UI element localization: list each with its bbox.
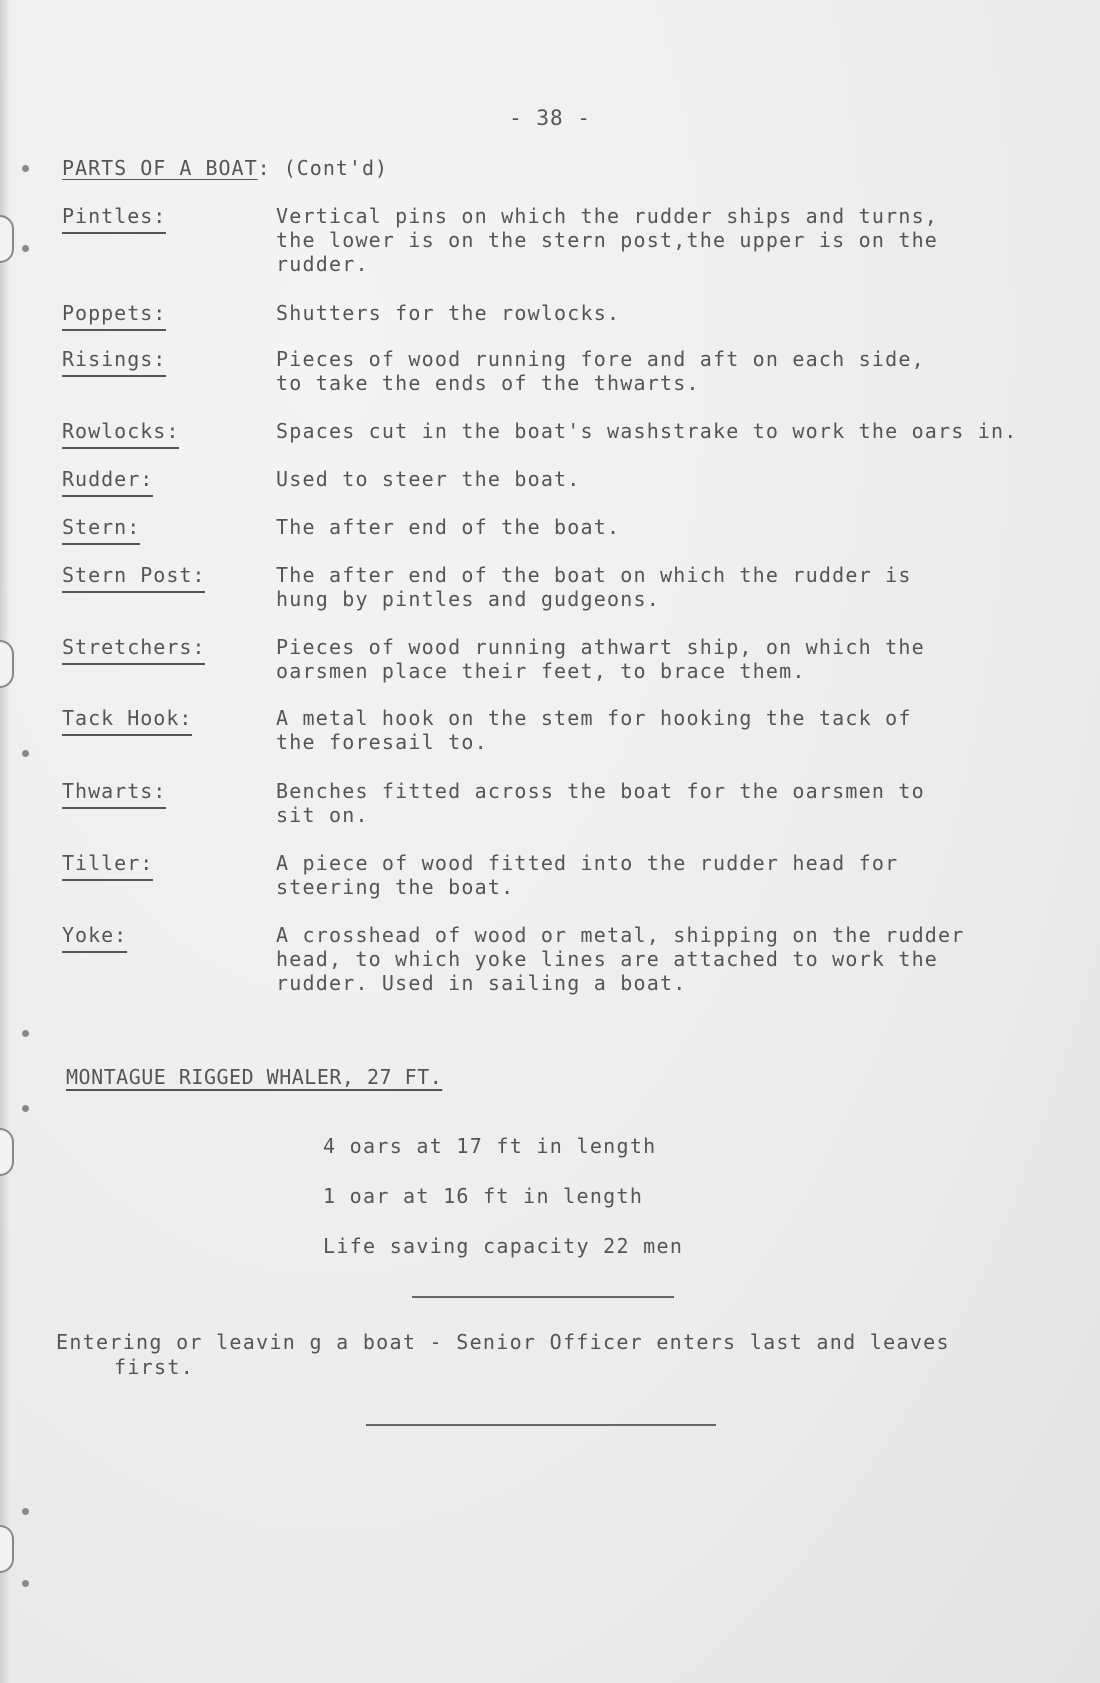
term-label: Tiller: <box>62 851 153 881</box>
divider-line <box>412 1296 674 1298</box>
term-definition: Spaces cut in the boat's washstrake to work the oars in. <box>276 419 1018 443</box>
term-label: Rudder: <box>62 467 153 497</box>
punch-hole <box>0 1525 14 1573</box>
divider-line <box>366 1424 716 1426</box>
term-label: Stern: <box>62 515 140 545</box>
whaler-heading: MONTAGUE RIGGED WHALER, 27 FT. <box>66 1065 443 1089</box>
section-title-suffix: : (Cont'd) <box>257 156 389 180</box>
term-label: Rowlocks: <box>62 419 179 449</box>
term-label: Yoke: <box>62 923 127 953</box>
term-definition: A piece of wood fitted into the rudder head for steering the boat. <box>276 851 899 899</box>
whaler-spec: 4 oars at 17 ft in length <box>323 1134 657 1158</box>
term-definition: Shutters for the rowlocks. <box>276 301 621 325</box>
whaler-spec: Life saving capacity 22 men <box>323 1234 684 1258</box>
term-definition: The after end of the boat. <box>276 515 621 539</box>
punch-hole <box>0 1128 14 1176</box>
note-line-2: first. <box>114 1355 195 1379</box>
note-line-1: Entering or leavin g a boat - Senior Officer enters last and leaves <box>56 1330 950 1354</box>
binder-dot <box>22 165 29 172</box>
section-title <box>62 156 388 180</box>
term-definition: Pieces of wood running athwart ship, on which the oarsmen place their feet, to brace them. <box>276 635 925 683</box>
term-definition: Used to steer the boat. <box>276 467 581 491</box>
term-definition: The after end of the boat on which the rudder is hung by pintles and gudgeons. <box>276 563 912 611</box>
section-title-main: PARTS OF A BOAT <box>62 156 258 180</box>
term-definition: Pieces of wood running fore and aft on each side, to take the ends of the thwarts. <box>276 347 925 395</box>
binder-dot <box>22 750 29 757</box>
binder-dot <box>22 1030 29 1037</box>
binder-dot <box>22 1105 29 1112</box>
term-definition: Vertical pins on which the rudder ships and turns, the lower is on the stern post,the upper is on the rudder. <box>276 204 939 276</box>
binder-dot <box>22 1508 29 1515</box>
term-definition: Benches fitted across the boat for the oarsmen to sit on. <box>276 779 925 827</box>
term-label: Tack Hook: <box>62 706 192 736</box>
term-label: Stern Post: <box>62 563 205 593</box>
term-definition: A metal hook on the stem for hooking the tack of the foresail to. <box>276 706 912 754</box>
binder-dot <box>22 245 29 252</box>
term-label: Poppets: <box>62 301 166 331</box>
term-label: Risings: <box>62 347 166 377</box>
term-label: Stretchers: <box>62 635 205 665</box>
binder-dot <box>22 1580 29 1587</box>
whaler-spec: 1 oar at 16 ft in length <box>323 1184 644 1208</box>
term-label: Pintles: <box>62 204 166 234</box>
page-number: - 38 - <box>509 106 591 130</box>
term-definition: A crosshead of wood or metal, shipping on the rudder head, to which yoke lines are attached to work the rudder. Used in sailing a boat. <box>276 923 965 995</box>
punch-hole <box>0 640 14 688</box>
punch-hole <box>0 215 14 263</box>
boat-entry-note <box>56 1330 1056 1380</box>
term-label: Thwarts: <box>62 779 166 809</box>
